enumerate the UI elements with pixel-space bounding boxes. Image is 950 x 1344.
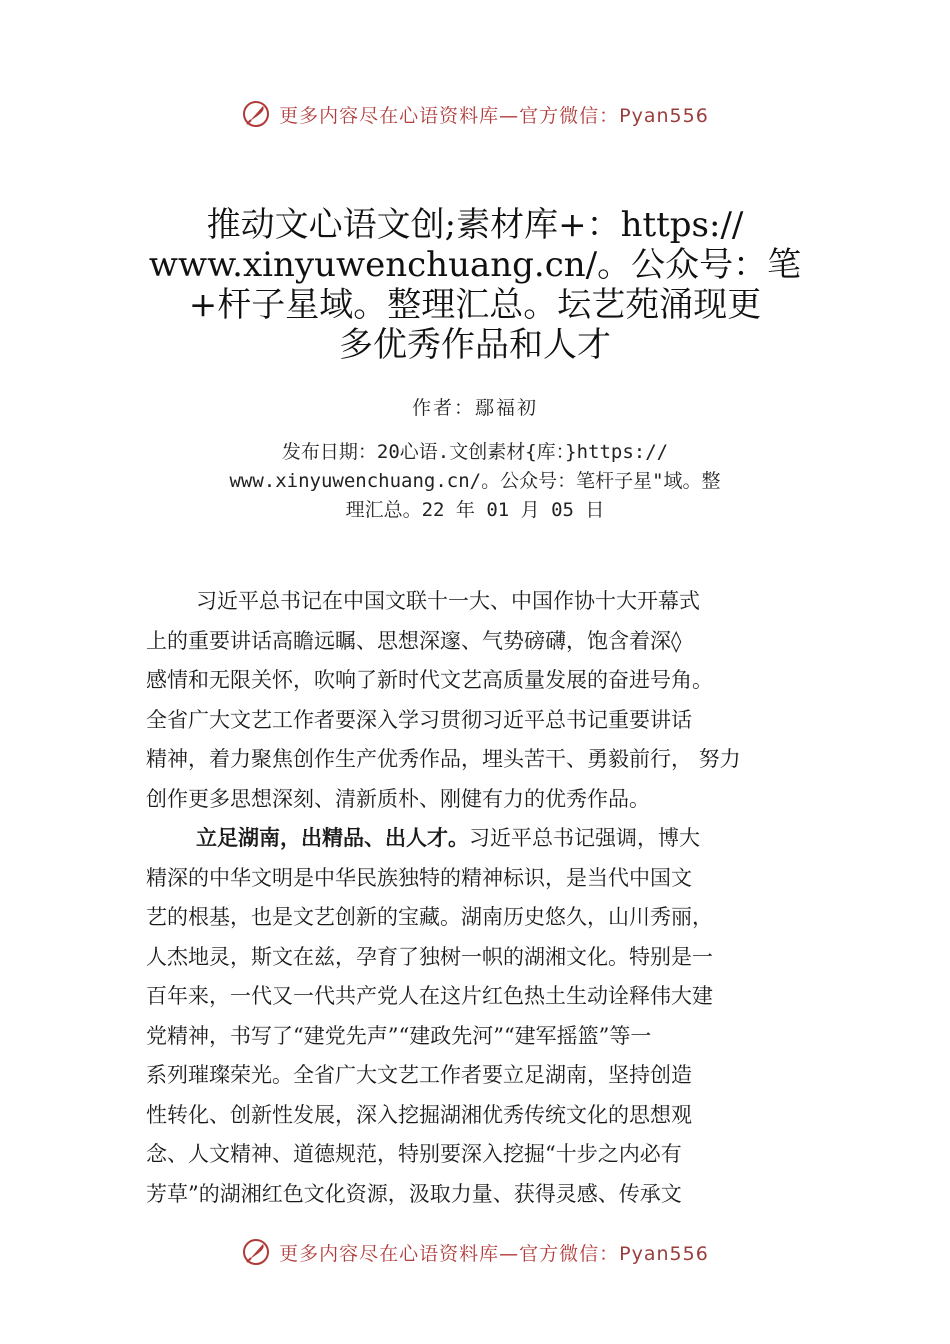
banner-text: 更多内容尽在心语资料库—官方微信：Pyan556 xyxy=(279,104,709,127)
author-line: 作者：鄢福初 xyxy=(411,397,538,419)
header-banner xyxy=(0,92,950,136)
paragraph-line: 系列璀璨荣光。全省广大文艺工作者要立足湖南，坚持创造 xyxy=(146,1063,692,1087)
title-line: 多优秀作品和人才 xyxy=(339,325,611,365)
paragraph-line: 艺的根基，也是文艺创新的宝藏。湖南历史悠久，山川秀丽， xyxy=(146,905,713,929)
banner-wechat-id: Pyan556 xyxy=(619,1242,709,1265)
paragraph-line xyxy=(146,819,836,859)
article-body xyxy=(146,582,836,1214)
publish-date xyxy=(120,438,830,525)
title-line: 推动文心语文创;素材库+：https:// xyxy=(206,205,744,245)
footer-banner xyxy=(0,1230,950,1274)
feather-pen-logo-icon xyxy=(241,99,271,129)
feather-pen-logo-icon xyxy=(241,1237,271,1267)
banner-text: 更多内容尽在心语资料库—官方微信：Pyan556 xyxy=(279,1242,709,1265)
paragraph-line: 精深的中华文明是中华民族独特的精神标识，是当代中国文 xyxy=(146,865,692,890)
paragraph-line: 念、人文精神、道德规范，特别要深入挖掘“十步之内必有 xyxy=(146,1142,682,1166)
section-lead-heading: 立足湖南，出精品、出人才。 xyxy=(196,826,469,850)
paragraph-line: 习近平总书记在中国文联十一大、中国作协十大开幕式 xyxy=(196,589,700,613)
paragraph-line: 创作更多思想深刻、清新质朴、刚健有力的优秀作品。 xyxy=(146,786,650,811)
paragraph-line: 感情和无限关怀，吹响了新时代文艺高质量发展的奋进号角。 xyxy=(146,668,713,692)
pubdate-line: 理汇总。22 年 01 月 05 日 xyxy=(345,499,605,521)
title-line: +杆子星域。整理汇总。坛艺苑涌现更 xyxy=(188,285,762,325)
paragraph-line: 性转化、创新性发展，深入挖掘湖湘优秀传统文化的思想观 xyxy=(146,1102,692,1127)
paragraph-line: 全省广大文艺工作者要深入学习贯彻习近平总书记重要讲话 xyxy=(146,707,692,732)
paragraph-line: 百年来，一代又一代共产党人在这片红色热土生动诠释伟大建 xyxy=(146,984,713,1008)
title-line: www.xinyuwenchuang.cn/。公众号：笔 xyxy=(148,245,802,285)
paragraph-line-rest: 习近平总书记强调，博大 xyxy=(469,826,700,850)
paragraph-line: 党精神，书写了“建党先声”“建政先河”“建军摇篮”等一 xyxy=(146,1023,652,1048)
paragraph-line: 人杰地灵，斯文在兹，孕育了独树一帜的湖湘文化。特别是一 xyxy=(146,944,713,969)
pubdate-line: www.xinyuwenchuang.cn/。公众号：笔杆子星"域。整 xyxy=(229,470,721,492)
paragraph-line: 芳草”的湖湘红色文化资源，汲取力量、获得灵感、传承文 xyxy=(146,1181,682,1206)
banner-wechat-id: Pyan556 xyxy=(619,104,709,127)
paragraph-line: 上的重要讲话高瞻远瞩、思想深邃、气势磅礴，饱含着深◊ xyxy=(146,628,682,653)
pubdate-line: 发布日期：20心语.文创素材{库：}https:// xyxy=(281,441,669,463)
paragraph-line: 精神，着力聚焦创作生产优秀作品，埋头苦干、勇毅前行， 努力 xyxy=(146,747,741,771)
document-title xyxy=(140,205,810,365)
